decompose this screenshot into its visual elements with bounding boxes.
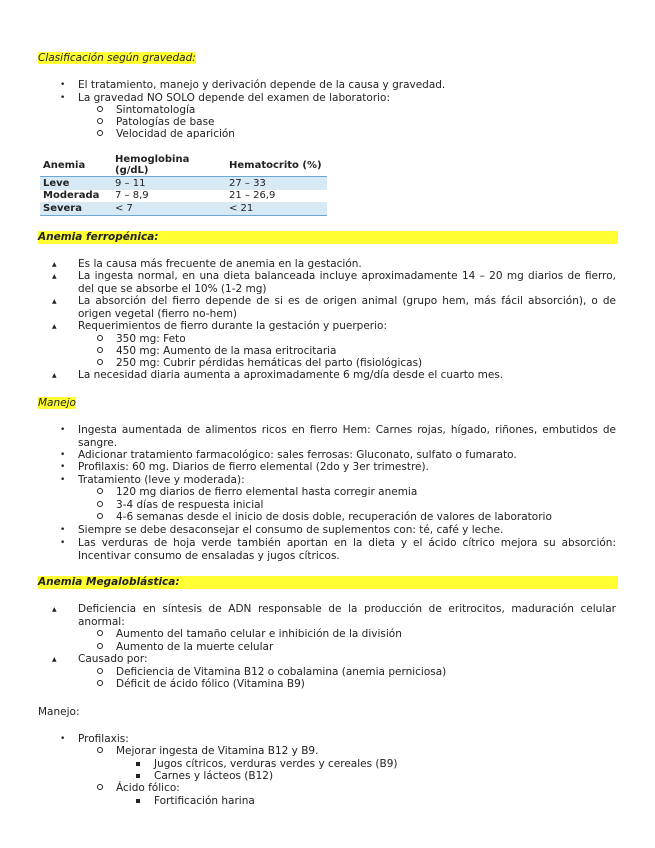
sub-list-item: Velocidad de aparición [116, 128, 235, 140]
table-cell: 9 – 11 [112, 177, 226, 190]
heading-anemia-ferropenica: Anemia ferropénica: [38, 231, 159, 243]
list-item: Deficiencia en síntesis de ADN responsable de la producción de eritrocitos, maduración celular anormal: [78, 603, 616, 628]
table-cell: < 21 [226, 202, 327, 215]
list-item: Las verduras de hoja verde también aportan en la dieta y el ácido cítrico mejora su absorción: Incentivar consumo de ensaladas y jugos cítricos. [78, 537, 616, 562]
bullet-icon [60, 449, 65, 461]
list-item: El tratamiento, manejo y derivación depende de la causa y gravedad. [78, 79, 446, 91]
sub-list-item: Déficit de ácido fólico (Vitamina B9) [116, 678, 305, 690]
circle-bullet-icon [97, 745, 103, 757]
list-item: La ingesta normal, en una dieta balanceada incluye aproximadamente 14 – 20 mg diarios de fierro, del que se absorbe el 10% (1-2 mg) [78, 270, 616, 295]
table-cell: < 7 [112, 202, 226, 215]
triangle-bullet-icon [52, 653, 57, 666]
circle-bullet-icon [97, 782, 103, 794]
table-header: Anemia [40, 154, 112, 177]
table-row [40, 190, 327, 203]
list-item: Requerimientos de fierro durante la gestación y puerperio: [78, 320, 387, 332]
square-bullet-icon [136, 770, 140, 782]
sub-list-item: Ácido fólico: [116, 782, 180, 794]
square-bullet-icon [136, 795, 140, 807]
severity-table [40, 154, 327, 216]
triangle-bullet-icon [52, 270, 57, 283]
bullet-icon [60, 79, 65, 91]
sub-list-item: Aumento del tamaño celular e inhibición de la división [116, 628, 402, 640]
sub-list-item: 350 mg: Feto [116, 333, 186, 345]
table-cell: Moderada [43, 190, 100, 202]
sub-sub-list-item: Carnes y lácteos (B12) [154, 770, 274, 782]
circle-bullet-icon [97, 678, 103, 690]
sub-list-item: Sintomatología [116, 104, 196, 116]
circle-bullet-icon [97, 499, 103, 511]
triangle-bullet-icon [52, 295, 57, 308]
list-item: Tratamiento (leve y moderada): [78, 474, 245, 486]
sub-list-item: 4-6 semanas desde el inicio de dosis doble, recuperación de valores de laboratorio [116, 511, 552, 523]
list-item: La gravedad NO SOLO depende del examen de laboratorio: [78, 92, 391, 104]
heading-clasificacion: Clasificación según gravedad: [38, 52, 196, 64]
circle-bullet-icon [97, 511, 103, 523]
list-item: Profilaxis: 60 mg. Diarios de fierro elemental (2do y 3er trimestre). [78, 461, 429, 473]
triangle-bullet-icon [52, 369, 57, 382]
circle-bullet-icon [97, 333, 103, 345]
table-cell: Severa [40, 202, 112, 215]
circle-bullet-icon [97, 357, 103, 369]
sub-list-item: Mejorar ingesta de Vitamina B12 y B9. [116, 745, 319, 757]
sub-list-item: Deficiencia de Vitamina B12 o cobalamina (anemia perniciosa) [116, 666, 447, 678]
bullet-icon [60, 461, 65, 473]
table-header: Hemoglobina (g/dL) [112, 154, 226, 177]
circle-bullet-icon [97, 666, 103, 678]
table-row [40, 177, 327, 190]
bullet-icon [60, 733, 65, 745]
table-cell: 21 – 26,9 [229, 190, 276, 202]
circle-bullet-icon [97, 628, 103, 640]
sub-sub-list-item: Jugos cítricos, verduras verdes y cereales (B9) [154, 758, 398, 770]
circle-bullet-icon [97, 116, 103, 128]
bullet-icon [60, 524, 65, 536]
list-item: La absorción del fierro depende de si es de origen animal (grupo hem, más fácil absorción), o de origen vegetal (fierro no-hem) [78, 295, 616, 320]
sub-list-item: Patologías de base [116, 116, 215, 128]
heading-manejo: Manejo [38, 397, 76, 409]
sub-list-item: Aumento de la muerte celular [116, 641, 274, 653]
list-item: Ingesta aumentada de alimentos ricos en fierro Hem: Carnes rojas, hígado, riñones, embutidos de sangre. [78, 424, 616, 449]
table-cell: Leve [40, 177, 112, 190]
circle-bullet-icon [97, 345, 103, 357]
circle-bullet-icon [97, 104, 103, 116]
list-item: Siempre se debe desaconsejar el consumo de suplementos con: té, café y leche. [78, 524, 504, 536]
table-header: Hematocrito (%) [226, 154, 327, 177]
sub-list-item: 250 mg: Cubrir pérdidas hemáticas del parto (fisiológicas) [116, 357, 423, 369]
sub-list-item: 120 mg diarios de fierro elemental hasta corregir anemia [116, 486, 418, 498]
bullet-icon [60, 537, 65, 549]
triangle-bullet-icon [52, 603, 57, 616]
sub-list-item: 450 mg: Aumento de la masa eritrocitaria [116, 345, 337, 357]
list-item: Es la causa más frecuente de anemia en la gestación. [78, 258, 362, 270]
list-item: Profilaxis: [78, 733, 129, 745]
sub-sub-list-item: Fortificación harina [154, 795, 255, 807]
list-item: Adicionar tratamiento farmacológico: sales ferrosas: Gluconato, sulfato o fumarato. [78, 449, 517, 461]
heading-manejo-2: Manejo: [38, 706, 80, 718]
circle-bullet-icon [97, 128, 103, 140]
table-row [40, 202, 327, 215]
bullet-icon [60, 474, 65, 486]
circle-bullet-icon [97, 641, 103, 653]
circle-bullet-icon [97, 486, 103, 498]
bullet-icon [60, 92, 65, 104]
square-bullet-icon [136, 758, 140, 770]
heading-anemia-megaloblastica: Anemia Megaloblástica: [38, 576, 180, 588]
table-cell: 7 – 8,9 [115, 190, 149, 202]
table-cell: 27 – 33 [226, 177, 327, 190]
list-item: Causado por: [78, 653, 148, 665]
sub-list-item: 3-4 días de respuesta inicial [116, 499, 264, 511]
list-item: La necesidad diaria aumenta a aproximadamente 6 mg/día desde el cuarto mes. [78, 369, 504, 381]
triangle-bullet-icon [52, 320, 57, 333]
bullet-icon [60, 424, 65, 436]
